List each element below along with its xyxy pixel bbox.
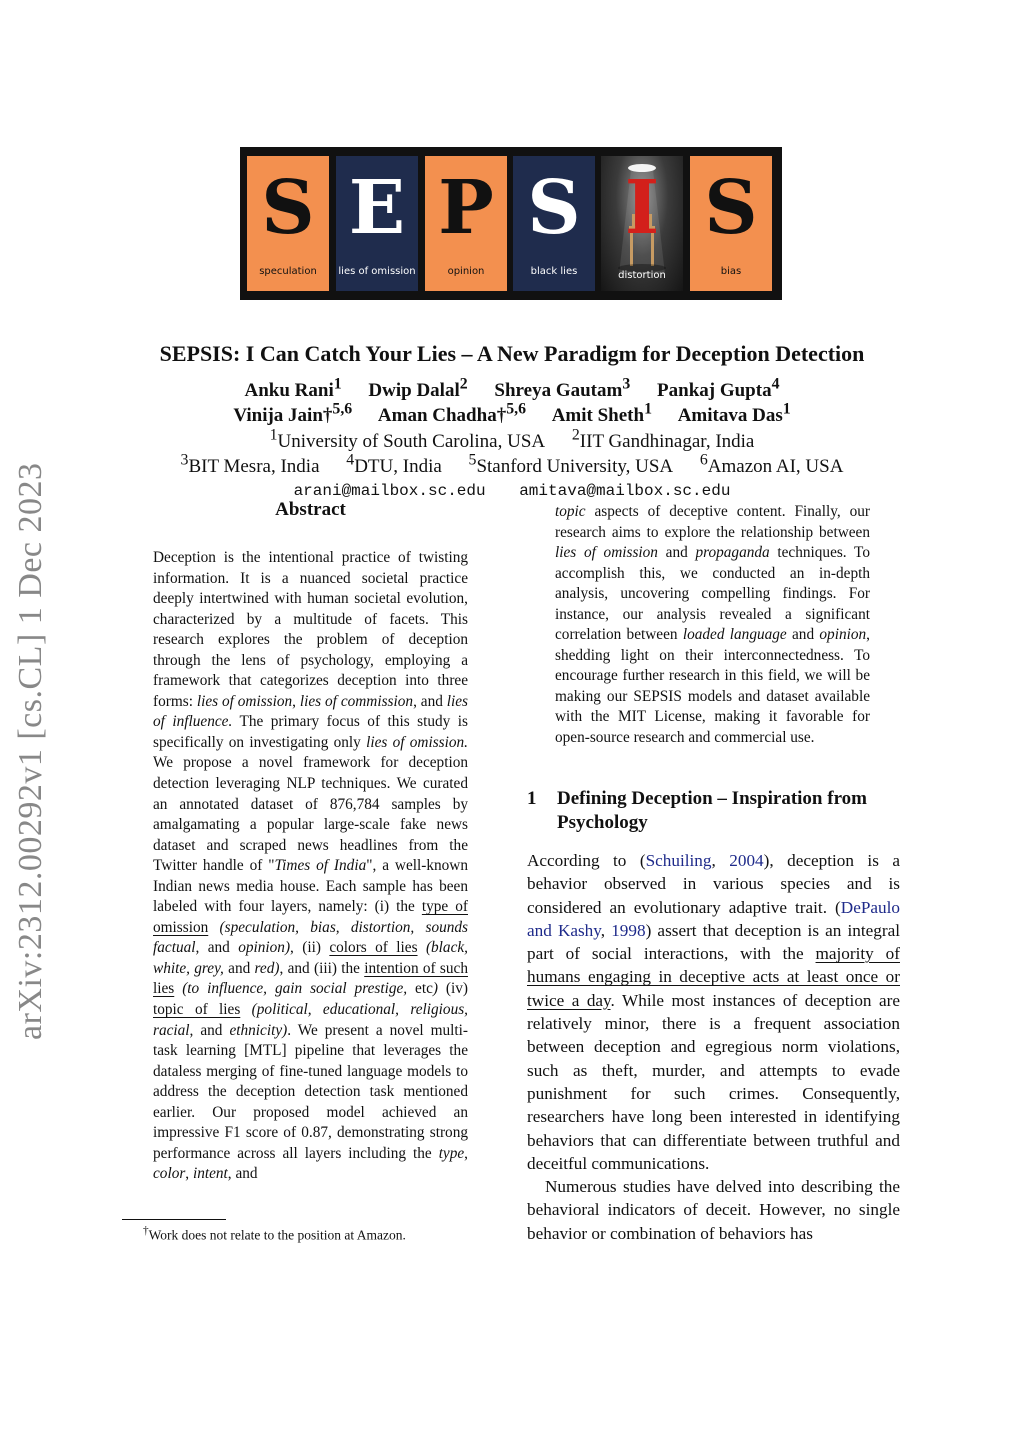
author-line-2 (0, 401, 1024, 427)
email-link[interactable]: amitava@mailbox.sc.edu (519, 482, 731, 500)
paper-title: SEPSIS: I Can Catch Your Lies – A New Paradigm for Deception Detection (159, 341, 865, 366)
paragraph: According to (Schuiling, 2004), deception is a behavior observed in various species and is considered an evolutionary adaptive trait. (DePaulo and Kashy, 1998) assert that deception is an integral part of social interactions, with the majority of humans engaging in deceptive acts at least once or twice a day. While most instances of deception are relatively minor, there is a frequent association between deception and egregious norm violations, such as theft, murder, and attempts to evade punishment for such crimes. Consequently, researchers have long been interested in identifying behaviors that can differentiate between truthful and deceitful communications. (527, 851, 901, 1173)
banner-caption: speculation (259, 266, 317, 277)
affiliation-line-2 (0, 452, 1024, 478)
banner-letter: I (624, 165, 660, 251)
banner-tile-distortion (601, 156, 683, 291)
affiliation: $^5$Stanford University, USA (468, 452, 674, 478)
banner-tile-bias (690, 156, 772, 291)
section-heading (527, 787, 907, 835)
banner-tile-speculation (247, 156, 329, 291)
banner-caption: bias (720, 266, 742, 277)
section-title: Defining Deception – Inspiration from Psychology (557, 788, 867, 833)
author: Shreya Gautam$^3$ (494, 376, 631, 402)
author: Amitava Das$^1$ (677, 401, 791, 427)
author-line-1 (0, 376, 1024, 402)
banner-caption: lies of omission (338, 266, 416, 277)
banner-tile-lies-of-omission (336, 156, 418, 291)
author: Dwip Dalal$^2$ (368, 376, 468, 402)
banner-caption: opinion (447, 266, 485, 277)
affiliation: $^4$DTU, India (346, 452, 442, 478)
footnote-rule (122, 1219, 226, 1220)
author-emails (0, 482, 1024, 500)
author: Pankaj Gupta$^4$ (657, 376, 780, 402)
author: Amit Sheth$^1$ (551, 401, 652, 427)
affiliation: $^2$IIT Gandhinagar, India (571, 427, 755, 453)
banner-letter: S (261, 165, 315, 251)
banner-caption: black lies (530, 266, 578, 277)
banner-letter: E (348, 165, 406, 251)
banner-letter: S (704, 165, 758, 251)
affiliation-line-1 (0, 427, 1024, 453)
abstract-body-left: Deception is the intentional practice of twisting information. It is a nuanced societal practice deeply intertwined with human societal evolution, characterized by a multitude of facets. This research explores the problem of deception through the lens of psychology, employing a framework that categorizes deception into three forms: lies of omission, lies of commission, and lies of influence. The primary focus of this study is specifically on investigating only lies of omission. We propose a novel framework for deception detection leveraging NLP techniques. We curated an annotated dataset of 876,784 samples by amalgamating a popular large-scale fake news dataset and scraped news headlines from the Twitter handle of "Times of India", a well-known Indian news media house. Each sample has been labeled with four layers, namely: (i) the type of omission (speculation, bias, distortion, sounds factual, and opinion), (ii) colors of lies (black, white, grey, and red), and (iii) the intention of such lies (to influence, gain social prestige, etc) (iv) topic of lies (political, educational, religious, racial, and ethnicity). We present a novel multi-task learning [MTL] pipeline that leverages the dataless merging of fine-tuned language models to address the deception detection task mentioned earlier. Our proposed model achieved an impressive F1 score of 0.87, demonstrating strong performance across all layers including the type, color, intent, and (153, 549, 469, 1183)
banner-caption: distortion (618, 270, 666, 281)
abstract-body-right: topic aspects of deceptive content. Finally, our research aims to explore the relationship between lies of omission and propaganda techniques. To accomplish this, we conducted an in-depth analysis, uncovering compelling findings. For instance, our analysis revealed a significant correlation between loaded language and opinion, shedding light on their interconnectedness. To encourage further research in this field, we will be making our SEPSIS models and dataset available with the MIT License, making it favorable for open-source research and commercial use. (555, 503, 870, 747)
author: Vinija Jain†$^{5,6}$ (233, 401, 353, 427)
affiliation: $^3$BIT Mesra, India (180, 452, 320, 478)
banner-letter: S (527, 165, 581, 251)
arxiv-identifier: arXiv:2312.00292v1 [cs.CL] 1 Dec 2023 (12, 462, 49, 1040)
paragraph: Numerous studies have delved into describing the behavioral indicators of deceit. However, no single behavior or combination of behaviors has (527, 1177, 900, 1243)
banner-tile-black-lies (513, 156, 595, 291)
sepsis-banner (240, 147, 782, 300)
section-body (527, 849, 900, 1245)
footnote: †Work does not relate to the position at Amazon. (143, 1225, 406, 1243)
affiliation: $^1$University of South Carolina, USA (269, 427, 546, 453)
abstract-heading: Abstract (275, 499, 346, 520)
author: Anku Rani$^1$ (244, 376, 342, 402)
section-number: 1 (527, 788, 537, 809)
banner-tile-opinion (425, 156, 507, 291)
affiliation: $^6$Amazon AI, USA (699, 452, 844, 478)
banner-letter: P (438, 165, 494, 251)
author: Aman Chadha†$^{5,6}$ (377, 401, 526, 427)
email-link[interactable]: arani@mailbox.sc.edu (293, 482, 486, 500)
